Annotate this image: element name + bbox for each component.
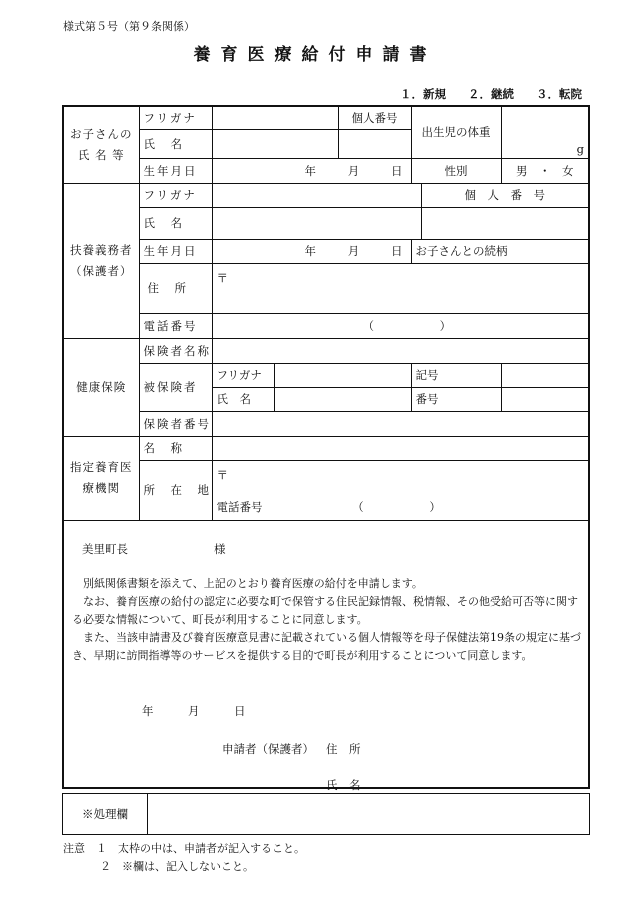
date-day-label: 日: [234, 704, 246, 718]
child-sex-options[interactable]: 男 ・ 女: [501, 158, 588, 183]
type-option-continue[interactable]: ２．継続: [467, 87, 514, 101]
institution-location-label: 所 在 地: [139, 460, 212, 520]
institution-phone-label: 電話番号: [216, 499, 263, 514]
form-number: 様式第５号（第９条関係）: [63, 20, 195, 33]
note-item: ２ ※欄は、記入しないこと。: [100, 860, 254, 873]
applicant-address-label: 住 所: [326, 742, 361, 756]
institution-section-label: 指定養育医療機関: [64, 436, 139, 520]
child-sex-label: 性別: [411, 158, 501, 183]
guardian-address-field[interactable]: [212, 263, 588, 313]
paren-close: ）: [429, 499, 441, 514]
insured-name-field[interactable]: [274, 387, 411, 411]
declaration-paragraph-3: また、当該申請書及び養育医療意見書に記載されている個人情報等を母子保健法第19条の規定に基づき、早期に訪問指導等のサービスを提供する目的で町長が利用することについて同意します。: [72, 631, 581, 662]
bango-label: 番号: [411, 387, 501, 411]
paren-close: ）: [439, 318, 452, 333]
declaration-paragraph-1: 別紙関係書類を添えて、上記のとおり養育医療の給付を申請します。: [83, 577, 423, 590]
honorific-sama: 様: [214, 542, 226, 556]
page-title: 養育医療給付申請書: [193, 45, 437, 65]
insurer-name-field[interactable]: [212, 338, 588, 363]
kigo-field[interactable]: [501, 363, 588, 387]
guardian-address-label: 住 所: [139, 263, 212, 313]
date-year-label: 年: [142, 704, 154, 718]
insured-furigana-label: フリガナ: [212, 363, 274, 387]
weight-unit: g: [576, 141, 584, 156]
guardian-phone-label: 電話番号: [139, 313, 212, 338]
note-item: 注意 １ 太枠の中は、申請者が記入すること。: [63, 842, 305, 855]
child-furigana-field[interactable]: [212, 107, 338, 129]
bango-field[interactable]: [501, 387, 588, 411]
application-type-options: [382, 86, 582, 102]
institution-name-label: 名 称: [139, 436, 212, 460]
insured-name-label: 氏 名: [212, 387, 274, 411]
day-label: 日: [391, 163, 403, 178]
guardian-furigana-label: フリガナ: [139, 183, 212, 207]
month-label: 月: [347, 244, 360, 258]
insurer-number-field[interactable]: [212, 411, 588, 436]
child-furigana-label: フリガナ: [139, 107, 212, 129]
type-option-new[interactable]: １．新規: [399, 87, 446, 101]
applicant-label: 申請者（保護者）: [222, 742, 314, 756]
year-label: 年: [304, 244, 316, 258]
applicant-name-label: 氏 名: [326, 778, 361, 792]
guardian-phone-field[interactable]: [212, 313, 588, 338]
child-dob-field[interactable]: [212, 158, 411, 183]
day-label: 日: [391, 244, 403, 258]
mayor-addressee: 美里町長: [82, 542, 128, 556]
guardian-kojin-bango-field[interactable]: [421, 207, 588, 239]
guardian-section-label: 扶養義務者（保護者）: [64, 183, 139, 338]
institution-location-field[interactable]: [212, 460, 588, 520]
child-section-label: お子さんの氏 名 等: [64, 107, 139, 183]
guardian-name-field[interactable]: [212, 207, 421, 239]
birth-weight-field[interactable]: [501, 107, 588, 158]
postal-mark: 〒: [216, 270, 228, 285]
postal-mark: 〒: [216, 467, 228, 482]
child-name-field[interactable]: [212, 129, 338, 158]
kigo-label: 記号: [411, 363, 501, 387]
insurer-name-label: 保険者名称: [139, 338, 212, 363]
month-label: 月: [347, 163, 360, 178]
year-label: 年: [304, 163, 316, 178]
application-form-box: [62, 105, 590, 792]
paren-open: （: [362, 318, 374, 333]
notes: [63, 840, 305, 876]
guardian-dob-field[interactable]: [212, 239, 411, 263]
processing-label: ※処理欄: [63, 794, 148, 834]
birth-weight-label: 出生児の体重: [411, 107, 501, 158]
guardian-dob-label: 生年月日: [139, 239, 212, 263]
insurance-section-label: 健康保険: [64, 338, 139, 436]
date-month-label: 月: [188, 704, 200, 718]
child-kojin-bango-label: 個人番号: [338, 107, 411, 129]
form-grid: [64, 107, 588, 521]
insured-label: 被保険者: [139, 363, 212, 411]
child-kojin-bango-field[interactable]: [338, 129, 411, 158]
processing-box: [62, 793, 590, 835]
relation-label: お子さんとの続柄: [411, 239, 588, 263]
child-name-label: 氏 名: [139, 129, 212, 158]
guardian-name-label: 氏 名: [139, 207, 212, 239]
child-dob-label: 生年月日: [139, 158, 212, 183]
guardian-kojin-bango-label: 個 人 番 号: [421, 183, 588, 207]
insured-furigana-field[interactable]: [274, 363, 411, 387]
insurer-number-label: 保険者番号: [139, 411, 212, 436]
type-option-transfer[interactable]: ３．転院: [536, 87, 582, 101]
guardian-furigana-field[interactable]: [212, 183, 421, 207]
declaration-paragraph-2: なお、養育医療の給付の認定に必要な町で保管する住民記録情報、税情報、その他受給可否等に関する必要な情報について、町長が利用することに同意します。: [72, 595, 578, 626]
institution-name-field[interactable]: [212, 436, 588, 460]
paren-open: （: [352, 499, 364, 514]
